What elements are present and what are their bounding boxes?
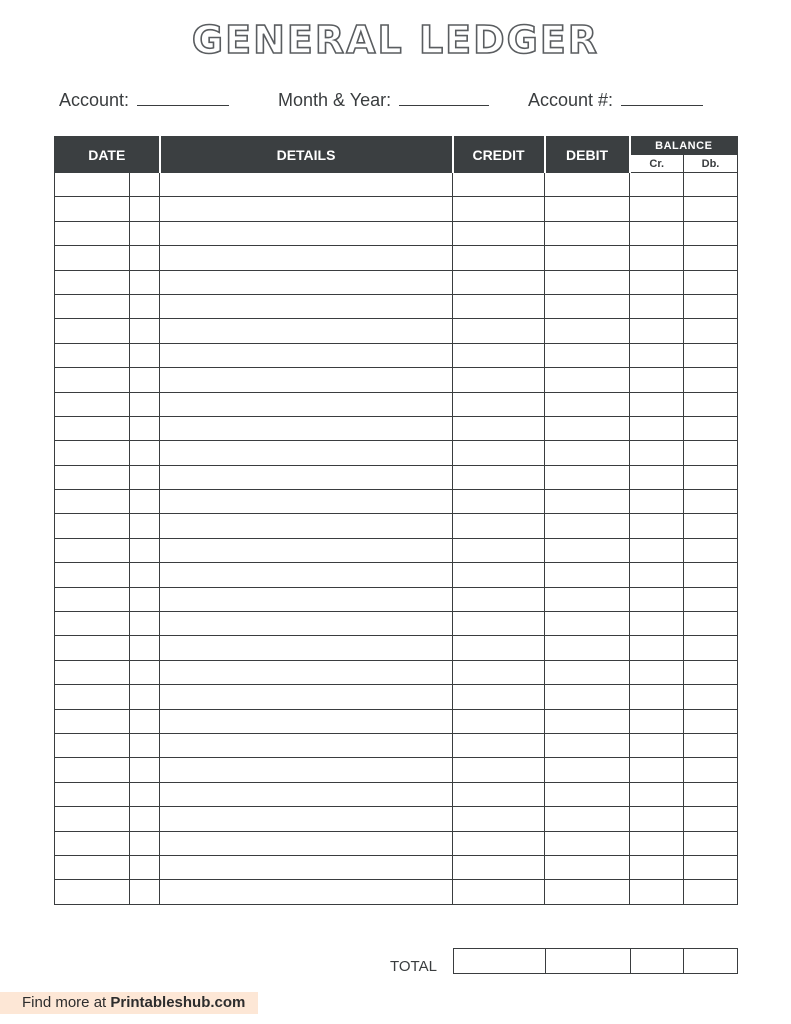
debit-cell[interactable]	[545, 343, 630, 367]
month-year-field	[278, 90, 489, 111]
balance-db-cell[interactable]	[684, 441, 738, 465]
date-cell[interactable]	[55, 221, 130, 245]
debit-cell[interactable]	[545, 441, 630, 465]
details-cell[interactable]	[160, 392, 453, 416]
date-cell[interactable]	[55, 831, 130, 855]
total-balance-db-cell[interactable]	[684, 949, 738, 974]
details-cell[interactable]	[160, 709, 453, 733]
balance-db-cell[interactable]	[684, 343, 738, 367]
table-row	[55, 173, 738, 197]
balance-cr-cell[interactable]	[630, 416, 684, 440]
date-cell[interactable]	[55, 587, 130, 611]
date-cell[interactable]	[55, 660, 130, 684]
debit-cell[interactable]	[545, 294, 630, 318]
debit-cell[interactable]	[545, 880, 630, 904]
table-row	[55, 807, 738, 831]
table-row	[55, 660, 738, 684]
balance-db-cell[interactable]	[684, 319, 738, 343]
credit-cell[interactable]	[453, 392, 545, 416]
credit-cell[interactable]	[453, 173, 545, 197]
balance-cr-cell[interactable]	[630, 733, 684, 757]
balance-db-cell[interactable]	[684, 880, 738, 904]
debit-cell[interactable]	[545, 416, 630, 440]
credit-cell[interactable]	[453, 831, 545, 855]
credit-cell[interactable]	[453, 270, 545, 294]
balance-cr-cell[interactable]	[630, 490, 684, 514]
table-row	[55, 490, 738, 514]
balance-cr-cell[interactable]	[630, 636, 684, 660]
debit-cell[interactable]	[545, 490, 630, 514]
table-row	[55, 319, 738, 343]
debit-cell[interactable]	[545, 465, 630, 489]
column-header-balance-db: Db.	[684, 155, 738, 173]
credit-cell[interactable]	[453, 758, 545, 782]
footer-banner	[0, 992, 258, 1014]
details-cell[interactable]	[160, 563, 453, 587]
details-cell[interactable]	[160, 416, 453, 440]
credit-cell[interactable]	[453, 294, 545, 318]
debit-cell[interactable]	[545, 368, 630, 392]
total-label: TOTAL	[390, 958, 437, 975]
debit-cell[interactable]	[545, 538, 630, 562]
total-balance-cr-cell[interactable]	[631, 949, 684, 974]
balance-cr-cell[interactable]	[630, 807, 684, 831]
details-cell[interactable]	[160, 636, 453, 660]
balance-cr-cell[interactable]	[630, 270, 684, 294]
balance-db-cell[interactable]	[684, 587, 738, 611]
table-row	[55, 880, 738, 904]
balance-db-cell[interactable]	[684, 709, 738, 733]
table-row	[55, 221, 738, 245]
credit-cell[interactable]	[453, 319, 545, 343]
date-cell[interactable]	[55, 197, 130, 221]
details-cell[interactable]	[160, 441, 453, 465]
column-header-date: DATE	[55, 137, 160, 173]
credit-cell[interactable]	[453, 612, 545, 636]
date-cell[interactable]	[55, 709, 130, 733]
table-row	[55, 246, 738, 270]
credit-cell[interactable]	[453, 855, 545, 879]
details-cell[interactable]	[160, 660, 453, 684]
table-row	[55, 733, 738, 757]
credit-cell[interactable]	[453, 563, 545, 587]
date-sub-cell[interactable]	[130, 221, 160, 245]
balance-cr-cell[interactable]	[630, 368, 684, 392]
table-row	[55, 685, 738, 709]
date-cell[interactable]	[55, 538, 130, 562]
balance-db-cell[interactable]	[684, 685, 738, 709]
balance-db-cell[interactable]	[684, 416, 738, 440]
credit-cell[interactable]	[453, 660, 545, 684]
details-cell[interactable]	[160, 490, 453, 514]
details-cell[interactable]	[160, 368, 453, 392]
date-sub-cell[interactable]	[130, 490, 160, 514]
details-cell[interactable]	[160, 685, 453, 709]
table-row	[55, 538, 738, 562]
table-row	[55, 416, 738, 440]
details-cell[interactable]	[160, 197, 453, 221]
date-sub-cell[interactable]	[130, 514, 160, 538]
table-row	[55, 709, 738, 733]
account-number-field	[528, 90, 703, 111]
balance-db-cell[interactable]	[684, 733, 738, 757]
debit-cell[interactable]	[545, 782, 630, 806]
date-sub-cell[interactable]	[130, 563, 160, 587]
credit-cell[interactable]	[453, 368, 545, 392]
column-header-debit: DEBIT	[545, 137, 630, 173]
credit-cell[interactable]	[453, 441, 545, 465]
total-debit-cell[interactable]	[546, 949, 631, 974]
balance-db-cell[interactable]	[684, 270, 738, 294]
balance-cr-cell[interactable]	[630, 709, 684, 733]
date-sub-cell[interactable]	[130, 807, 160, 831]
debit-cell[interactable]	[545, 587, 630, 611]
date-cell[interactable]	[55, 465, 130, 489]
date-sub-cell[interactable]	[130, 709, 160, 733]
table-row	[55, 197, 738, 221]
debit-cell[interactable]	[545, 733, 630, 757]
date-cell[interactable]	[55, 270, 130, 294]
balance-db-cell[interactable]	[684, 173, 738, 197]
balance-db-cell[interactable]	[684, 563, 738, 587]
date-cell[interactable]	[55, 685, 130, 709]
details-cell[interactable]	[160, 758, 453, 782]
table-row	[55, 563, 738, 587]
page-title: GENERAL LEDGER	[191, 18, 600, 62]
table-row	[55, 514, 738, 538]
date-cell[interactable]	[55, 612, 130, 636]
balance-db-cell[interactable]	[684, 758, 738, 782]
column-header-details: DETAILS	[160, 137, 453, 173]
balance-db-cell[interactable]	[684, 465, 738, 489]
date-sub-cell[interactable]	[130, 538, 160, 562]
balance-cr-cell[interactable]	[630, 831, 684, 855]
date-cell[interactable]	[55, 733, 130, 757]
details-cell[interactable]	[160, 514, 453, 538]
balance-db-cell[interactable]	[684, 490, 738, 514]
debit-cell[interactable]	[545, 197, 630, 221]
details-cell[interactable]	[160, 612, 453, 636]
account-label: Account:	[59, 90, 130, 110]
details-cell[interactable]	[160, 173, 453, 197]
date-cell[interactable]	[55, 758, 130, 782]
date-sub-cell[interactable]	[130, 246, 160, 270]
table-row	[55, 270, 738, 294]
date-sub-cell[interactable]	[130, 758, 160, 782]
debit-cell[interactable]	[545, 319, 630, 343]
date-sub-cell[interactable]	[130, 733, 160, 757]
table-row	[55, 587, 738, 611]
date-cell[interactable]	[55, 368, 130, 392]
account-number-blank-line[interactable]	[621, 91, 703, 106]
table-row	[55, 612, 738, 636]
credit-cell[interactable]	[453, 587, 545, 611]
balance-db-cell[interactable]	[684, 612, 738, 636]
balance-cr-cell[interactable]	[630, 880, 684, 904]
ledger-table	[54, 136, 738, 905]
table-row	[55, 831, 738, 855]
table-row	[55, 294, 738, 318]
credit-cell[interactable]	[453, 880, 545, 904]
total-credit-cell[interactable]	[454, 949, 546, 974]
column-header-balance: BALANCE	[630, 137, 738, 155]
debit-cell[interactable]	[545, 636, 630, 660]
balance-db-cell[interactable]	[684, 660, 738, 684]
debit-cell[interactable]	[545, 392, 630, 416]
details-cell[interactable]	[160, 880, 453, 904]
balance-db-cell[interactable]	[684, 221, 738, 245]
date-sub-cell[interactable]	[130, 831, 160, 855]
credit-cell[interactable]	[453, 197, 545, 221]
balance-cr-cell[interactable]	[630, 221, 684, 245]
credit-cell[interactable]	[453, 685, 545, 709]
balance-db-cell[interactable]	[684, 782, 738, 806]
balance-db-cell[interactable]	[684, 831, 738, 855]
date-sub-cell[interactable]	[130, 612, 160, 636]
balance-cr-cell[interactable]	[630, 563, 684, 587]
details-cell[interactable]	[160, 246, 453, 270]
details-cell[interactable]	[160, 782, 453, 806]
balance-cr-cell[interactable]	[630, 758, 684, 782]
date-sub-cell[interactable]	[130, 343, 160, 367]
debit-cell[interactable]	[545, 660, 630, 684]
balance-cr-cell[interactable]	[630, 855, 684, 879]
date-cell[interactable]	[55, 855, 130, 879]
total-row	[453, 948, 738, 974]
debit-cell[interactable]	[545, 831, 630, 855]
credit-cell[interactable]	[453, 416, 545, 440]
balance-db-cell[interactable]	[684, 197, 738, 221]
debit-cell[interactable]	[545, 855, 630, 879]
date-cell[interactable]	[55, 807, 130, 831]
table-row	[55, 368, 738, 392]
details-cell[interactable]	[160, 855, 453, 879]
account-field	[59, 90, 229, 111]
date-sub-cell[interactable]	[130, 587, 160, 611]
balance-db-cell[interactable]	[684, 514, 738, 538]
table-row	[55, 782, 738, 806]
table-row	[55, 758, 738, 782]
date-cell[interactable]	[55, 490, 130, 514]
credit-cell[interactable]	[453, 807, 545, 831]
details-cell[interactable]	[160, 221, 453, 245]
balance-cr-cell[interactable]	[630, 441, 684, 465]
debit-cell[interactable]	[545, 758, 630, 782]
date-sub-cell[interactable]	[130, 782, 160, 806]
debit-cell[interactable]	[545, 221, 630, 245]
credit-cell[interactable]	[453, 538, 545, 562]
debit-cell[interactable]	[545, 270, 630, 294]
table-row	[55, 441, 738, 465]
balance-cr-cell[interactable]	[630, 319, 684, 343]
date-sub-cell[interactable]	[130, 660, 160, 684]
credit-cell[interactable]	[453, 465, 545, 489]
table-row	[55, 392, 738, 416]
details-cell[interactable]	[160, 831, 453, 855]
details-cell[interactable]	[160, 807, 453, 831]
date-sub-cell[interactable]	[130, 294, 160, 318]
column-header-balance-cr: Cr.	[630, 155, 684, 173]
date-sub-cell[interactable]	[130, 368, 160, 392]
credit-cell[interactable]	[453, 514, 545, 538]
balance-cr-cell[interactable]	[630, 197, 684, 221]
debit-cell[interactable]	[545, 807, 630, 831]
balance-cr-cell[interactable]	[630, 294, 684, 318]
date-sub-cell[interactable]	[130, 319, 160, 343]
table-row	[55, 343, 738, 367]
balance-cr-cell[interactable]	[630, 173, 684, 197]
debit-cell[interactable]	[545, 246, 630, 270]
details-cell[interactable]	[160, 343, 453, 367]
balance-db-cell[interactable]	[684, 246, 738, 270]
date-cell[interactable]	[55, 782, 130, 806]
table-row	[55, 636, 738, 660]
balance-cr-cell[interactable]	[630, 612, 684, 636]
ledger-rows	[55, 173, 738, 905]
balance-db-cell[interactable]	[684, 538, 738, 562]
debit-cell[interactable]	[545, 709, 630, 733]
debit-cell[interactable]	[545, 173, 630, 197]
balance-cr-cell[interactable]	[630, 465, 684, 489]
credit-cell[interactable]	[453, 709, 545, 733]
balance-cr-cell[interactable]	[630, 782, 684, 806]
credit-cell[interactable]	[453, 782, 545, 806]
date-sub-cell[interactable]	[130, 855, 160, 879]
date-cell[interactable]	[55, 343, 130, 367]
balance-db-cell[interactable]	[684, 855, 738, 879]
table-row	[55, 855, 738, 879]
balance-cr-cell[interactable]	[630, 538, 684, 562]
date-sub-cell[interactable]	[130, 392, 160, 416]
date-sub-cell[interactable]	[130, 636, 160, 660]
date-cell[interactable]	[55, 636, 130, 660]
date-cell[interactable]	[55, 294, 130, 318]
details-cell[interactable]	[160, 538, 453, 562]
balance-cr-cell[interactable]	[630, 660, 684, 684]
details-cell[interactable]	[160, 319, 453, 343]
date-cell[interactable]	[55, 514, 130, 538]
balance-cr-cell[interactable]	[630, 514, 684, 538]
credit-cell[interactable]	[453, 733, 545, 757]
column-header-credit: CREDIT	[453, 137, 545, 173]
credit-cell[interactable]	[453, 343, 545, 367]
account-number-label: Account #:	[528, 90, 614, 110]
account-blank-line[interactable]	[137, 91, 229, 106]
date-cell[interactable]	[55, 392, 130, 416]
balance-db-cell[interactable]	[684, 294, 738, 318]
date-sub-cell[interactable]	[130, 173, 160, 197]
balance-cr-cell[interactable]	[630, 392, 684, 416]
month-year-label: Month & Year:	[278, 90, 392, 110]
details-cell[interactable]	[160, 465, 453, 489]
date-sub-cell[interactable]	[130, 880, 160, 904]
date-cell[interactable]	[55, 441, 130, 465]
date-sub-cell[interactable]	[130, 685, 160, 709]
date-sub-cell[interactable]	[130, 441, 160, 465]
balance-db-cell[interactable]	[684, 807, 738, 831]
balance-cr-cell[interactable]	[630, 343, 684, 367]
credit-cell[interactable]	[453, 246, 545, 270]
date-sub-cell[interactable]	[130, 416, 160, 440]
debit-cell[interactable]	[545, 685, 630, 709]
date-cell[interactable]	[55, 173, 130, 197]
debit-cell[interactable]	[545, 563, 630, 587]
date-sub-cell[interactable]	[130, 270, 160, 294]
date-cell[interactable]	[55, 563, 130, 587]
credit-cell[interactable]	[453, 490, 545, 514]
debit-cell[interactable]	[545, 514, 630, 538]
details-cell[interactable]	[160, 587, 453, 611]
date-cell[interactable]	[55, 319, 130, 343]
footer-site-link[interactable]: Printableshub.com	[110, 994, 246, 1011]
balance-cr-cell[interactable]	[630, 685, 684, 709]
month-year-blank-line[interactable]	[399, 91, 489, 106]
footer-prefix: Find more at	[22, 994, 111, 1011]
debit-cell[interactable]	[545, 612, 630, 636]
balance-cr-cell[interactable]	[630, 587, 684, 611]
date-cell[interactable]	[55, 416, 130, 440]
date-cell[interactable]	[55, 880, 130, 904]
table-row	[55, 465, 738, 489]
details-cell[interactable]	[160, 294, 453, 318]
balance-db-cell[interactable]	[684, 636, 738, 660]
balance-cr-cell[interactable]	[630, 246, 684, 270]
balance-db-cell[interactable]	[684, 368, 738, 392]
date-cell[interactable]	[55, 246, 130, 270]
credit-cell[interactable]	[453, 636, 545, 660]
date-sub-cell[interactable]	[130, 197, 160, 221]
date-sub-cell[interactable]	[130, 465, 160, 489]
balance-db-cell[interactable]	[684, 392, 738, 416]
credit-cell[interactable]	[453, 221, 545, 245]
details-cell[interactable]	[160, 733, 453, 757]
details-cell[interactable]	[160, 270, 453, 294]
